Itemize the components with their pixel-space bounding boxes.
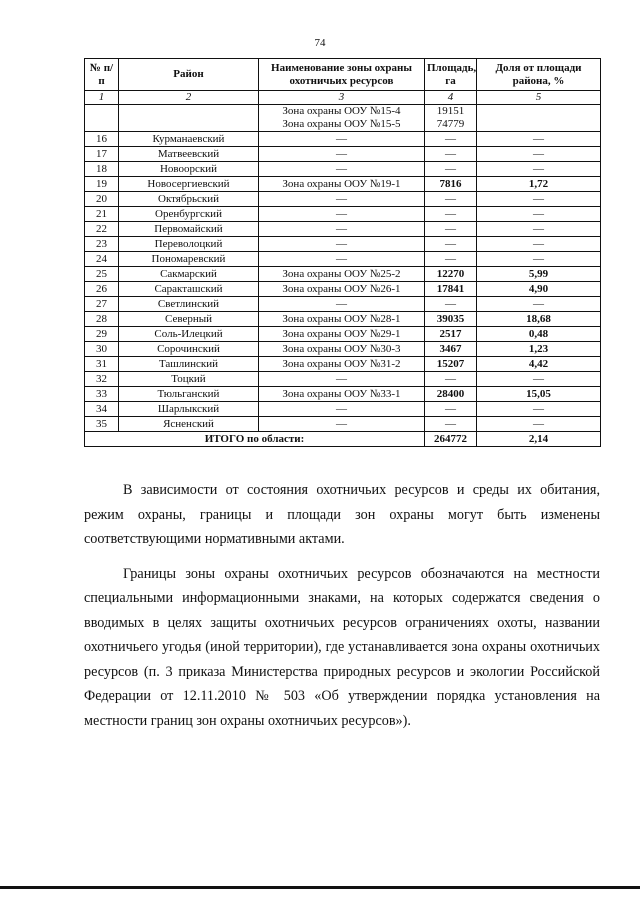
column-numbers-row xyxy=(85,91,601,105)
header-zone: Наименование зоны охраны охотничьих ресурсов xyxy=(259,59,425,91)
column-number: 3 xyxy=(259,91,425,105)
body-text xyxy=(84,478,600,733)
share-cell: — xyxy=(477,402,601,417)
num-cell: 26 xyxy=(85,282,119,297)
area-cell: — xyxy=(425,417,477,432)
district-cell: Сорочинский xyxy=(119,342,259,357)
share-cell: — xyxy=(477,207,601,222)
zone-cell: — xyxy=(259,417,425,432)
district-cell xyxy=(119,105,259,132)
share-cell: — xyxy=(477,222,601,237)
area-cell: — xyxy=(425,297,477,312)
zone-cell: Зона охраны ООУ №30-3 xyxy=(259,342,425,357)
share-cell: 4,90 xyxy=(477,282,601,297)
area-cell: — xyxy=(425,252,477,267)
num-cell: 28 xyxy=(85,312,119,327)
area-cell: 12270 xyxy=(425,267,477,282)
table-row xyxy=(85,192,601,207)
num-cell: 31 xyxy=(85,357,119,372)
paragraph: Границы зоны охраны охотничьих ресурсов обозначаются на местности специальными информационными знаками, на которых содержатся сведения о вводимых в целях защиты охотничьих ресурсов ограничениях охоты, названии охотничьего угодья (иной территории), где устанавливается зона охраны охотничьих ресурсов (п. 3 приказа Министерства природных ресурсов и экологии Российской Федерации от 12.11.2010 № 503 «Об утверждении порядка установления на местности границ зон охраны охотничьих ресурсов»). xyxy=(84,565,600,729)
header-num: № п/п xyxy=(85,59,119,91)
header-share: Доля от площади района, % xyxy=(477,59,601,91)
area-cell: 39035 xyxy=(425,312,477,327)
zone-cell: — xyxy=(259,222,425,237)
share-cell: — xyxy=(477,237,601,252)
column-number: 2 xyxy=(119,91,259,105)
area-cell: 15207 xyxy=(425,357,477,372)
district-cell: Новоорский xyxy=(119,162,259,177)
num-cell: 29 xyxy=(85,327,119,342)
area-cell: — xyxy=(425,147,477,162)
total-row xyxy=(85,432,601,447)
district-cell: Северный xyxy=(119,312,259,327)
share-cell: — xyxy=(477,372,601,387)
zone-cell: Зона охраны ООУ №28-1 xyxy=(259,312,425,327)
zone-cell: — xyxy=(259,297,425,312)
zone-cell: — xyxy=(259,252,425,267)
table-row xyxy=(85,132,601,147)
share-cell: 4,42 xyxy=(477,357,601,372)
district-cell: Матвеевский xyxy=(119,147,259,162)
zone-cell: — xyxy=(259,147,425,162)
zone-cell: — xyxy=(259,402,425,417)
district-cell: Первомайский xyxy=(119,222,259,237)
share-cell: — xyxy=(477,132,601,147)
zone-cell xyxy=(259,105,425,132)
district-cell: Курманаевский xyxy=(119,132,259,147)
share-cell: 5,99 xyxy=(477,267,601,282)
num-cell: 27 xyxy=(85,297,119,312)
table-row xyxy=(85,252,601,267)
district-cell: Светлинский xyxy=(119,297,259,312)
table-header-row xyxy=(85,59,601,91)
share-cell: — xyxy=(477,297,601,312)
zone-cell: — xyxy=(259,132,425,147)
continuation-row xyxy=(85,105,601,132)
area-cell: 2517 xyxy=(425,327,477,342)
zone-cell: Зона охраны ООУ №33-1 xyxy=(259,387,425,402)
share-cell: 0,48 xyxy=(477,327,601,342)
num-cell: 23 xyxy=(85,237,119,252)
table-row xyxy=(85,237,601,252)
table-row xyxy=(85,402,601,417)
num-cell: 18 xyxy=(85,162,119,177)
share-cell: 1,72 xyxy=(477,177,601,192)
district-cell: Новосергиевский xyxy=(119,177,259,192)
district-cell: Пономаревский xyxy=(119,252,259,267)
area-cell: 7816 xyxy=(425,177,477,192)
district-cell: Ташлинский xyxy=(119,357,259,372)
num-cell: 22 xyxy=(85,222,119,237)
table-row xyxy=(85,207,601,222)
zone-cell: — xyxy=(259,207,425,222)
share-cell: — xyxy=(477,147,601,162)
num-cell xyxy=(85,105,119,132)
table-row xyxy=(85,327,601,342)
column-number: 5 xyxy=(477,91,601,105)
area-cell: — xyxy=(425,132,477,147)
zone-line: Зона охраны ООУ №15-5 xyxy=(282,118,401,130)
footer-divider xyxy=(0,886,640,889)
share-cell: — xyxy=(477,417,601,432)
num-cell: 33 xyxy=(85,387,119,402)
district-cell: Саракташский xyxy=(119,282,259,297)
zone-cell: — xyxy=(259,372,425,387)
district-cell: Октябрьский xyxy=(119,192,259,207)
zone-cell: — xyxy=(259,192,425,207)
table-row xyxy=(85,282,601,297)
num-cell: 20 xyxy=(85,192,119,207)
share-cell: 1,23 xyxy=(477,342,601,357)
area-cell: 28400 xyxy=(425,387,477,402)
zone-cell: Зона охраны ООУ №31-2 xyxy=(259,357,425,372)
column-number: 4 xyxy=(425,91,477,105)
area-cell xyxy=(425,105,477,132)
area-cell: — xyxy=(425,207,477,222)
page-number: 74 xyxy=(314,37,326,49)
table-row xyxy=(85,417,601,432)
table-row xyxy=(85,312,601,327)
header-area: Площадь, га xyxy=(425,59,477,91)
table-row xyxy=(85,222,601,237)
area-cell: — xyxy=(425,237,477,252)
total-label: ИТОГО по области: xyxy=(85,432,425,447)
zone-cell: — xyxy=(259,237,425,252)
zone-line: Зона охраны ООУ №15-4 xyxy=(282,105,401,117)
total-area: 264772 xyxy=(425,432,477,447)
hunting-zones-table xyxy=(84,58,601,447)
area-cell: 17841 xyxy=(425,282,477,297)
district-cell: Переволоцкий xyxy=(119,237,259,252)
share-cell: — xyxy=(477,192,601,207)
area-line: 19151 xyxy=(436,105,465,117)
zone-cell: Зона охраны ООУ №25-2 xyxy=(259,267,425,282)
table-row xyxy=(85,342,601,357)
table-row xyxy=(85,162,601,177)
share-cell: — xyxy=(477,162,601,177)
num-cell: 30 xyxy=(85,342,119,357)
num-cell: 35 xyxy=(85,417,119,432)
share-cell: 15,05 xyxy=(477,387,601,402)
area-cell: — xyxy=(425,192,477,207)
district-cell: Тоцкий xyxy=(119,372,259,387)
district-cell: Оренбургский xyxy=(119,207,259,222)
table-row xyxy=(85,387,601,402)
zone-cell: Зона охраны ООУ №29-1 xyxy=(259,327,425,342)
share-cell: — xyxy=(477,252,601,267)
num-cell: 21 xyxy=(85,207,119,222)
district-cell: Ясненский xyxy=(119,417,259,432)
district-cell: Соль-Илецкий xyxy=(119,327,259,342)
zone-cell: — xyxy=(259,162,425,177)
zone-cell: Зона охраны ООУ №26-1 xyxy=(259,282,425,297)
area-cell: — xyxy=(425,372,477,387)
num-cell: 34 xyxy=(85,402,119,417)
table-row xyxy=(85,297,601,312)
table-row xyxy=(85,372,601,387)
table-row xyxy=(85,147,601,162)
paragraph: В зависимости от состояния охотничьих ресурсов и среды их обитания, режим охраны, границы и площади зон охраны могут быть изменены соответствующими нормативными актами. xyxy=(84,482,600,547)
zone-cell: Зона охраны ООУ №19-1 xyxy=(259,177,425,192)
district-cell: Тюльганский xyxy=(119,387,259,402)
area-cell: — xyxy=(425,162,477,177)
table-row xyxy=(85,177,601,192)
area-cell: — xyxy=(425,222,477,237)
column-number: 1 xyxy=(85,91,119,105)
table-row xyxy=(85,357,601,372)
share-cell xyxy=(477,105,601,132)
area-cell: — xyxy=(425,402,477,417)
num-cell: 17 xyxy=(85,147,119,162)
header-district: Район xyxy=(119,59,259,91)
area-cell: 3467 xyxy=(425,342,477,357)
district-cell: Сакмарский xyxy=(119,267,259,282)
num-cell: 24 xyxy=(85,252,119,267)
num-cell: 32 xyxy=(85,372,119,387)
num-cell: 19 xyxy=(85,177,119,192)
total-share: 2,14 xyxy=(477,432,601,447)
share-cell: 18,68 xyxy=(477,312,601,327)
table-row xyxy=(85,267,601,282)
num-cell: 25 xyxy=(85,267,119,282)
district-cell: Шарлыкский xyxy=(119,402,259,417)
area-line: 74779 xyxy=(436,118,465,130)
num-cell: 16 xyxy=(85,132,119,147)
